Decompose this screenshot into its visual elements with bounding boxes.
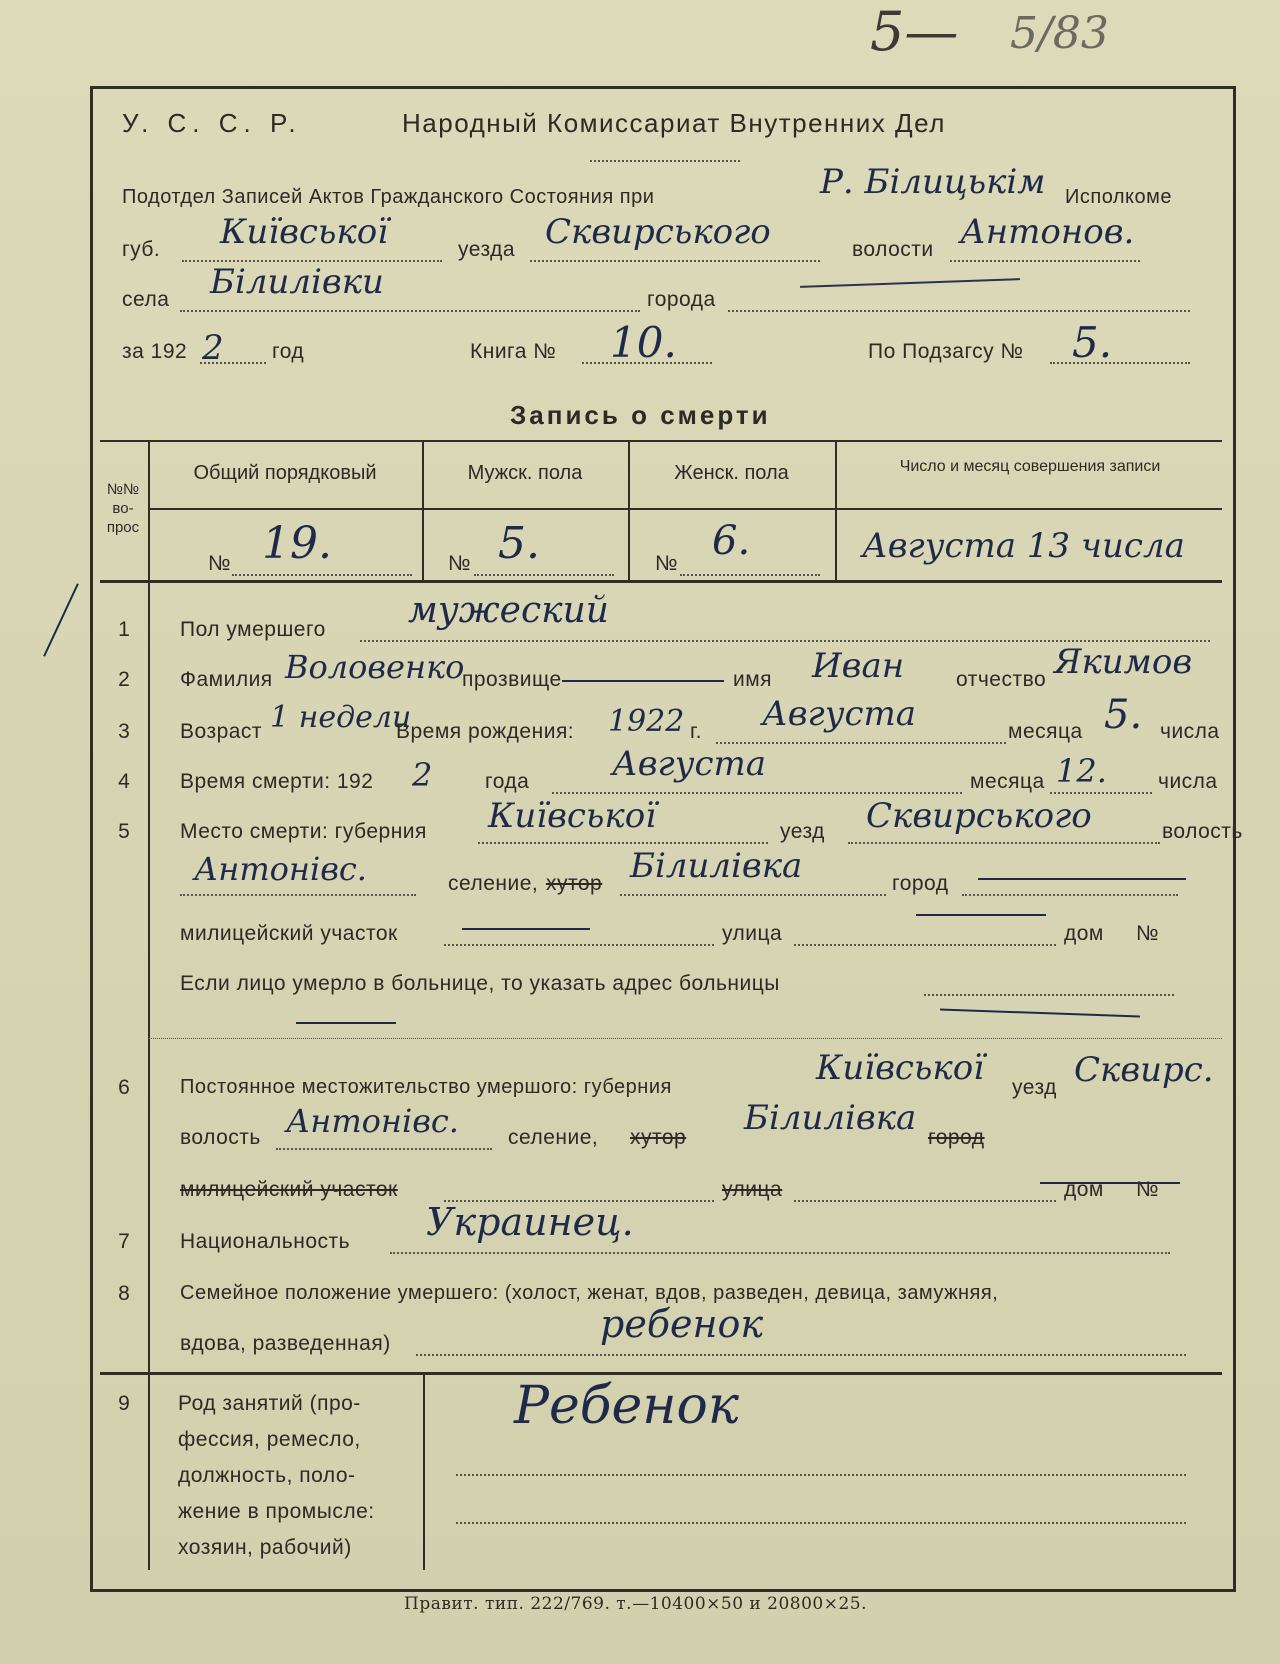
- q6-volost-value: Антонівс.: [286, 1102, 459, 1140]
- q2-patronymic-value: Якимов: [1054, 642, 1193, 682]
- q8-value: ребенок: [600, 1302, 764, 1346]
- q4-year-digit: 2: [412, 756, 433, 794]
- q9-number: 9: [118, 1392, 130, 1415]
- table-header-divider: [148, 508, 1222, 510]
- q2-nickname-label: прозвище: [462, 668, 562, 691]
- q5-uezd-line: [848, 842, 1160, 844]
- q3-month-label: месяца: [1008, 720, 1083, 743]
- q6-gub-value: Київської: [816, 1048, 985, 1088]
- q5-khutor-label: хутор: [546, 872, 603, 895]
- q5-hospital-line: [924, 994, 1174, 996]
- subdept-suffix: Исполкоме: [1065, 186, 1173, 208]
- q3-year-abbr: г.: [690, 720, 702, 743]
- selo-label: села: [122, 288, 170, 311]
- no-label-1: №: [208, 552, 232, 575]
- q9-label-line: фессия, ремесло,: [178, 1428, 361, 1451]
- subreg-line: [1050, 362, 1190, 364]
- q7-label: Национальность: [180, 1230, 351, 1253]
- q5-street-label: улица: [722, 922, 783, 945]
- q2-number: 2: [118, 668, 130, 691]
- col-header-date: Число и месяц совершения записи: [899, 458, 1161, 475]
- corner-mark-right: 5/83: [1010, 8, 1109, 59]
- q6-no-label: №: [1136, 1178, 1160, 1201]
- q6-uezd-label: уезд: [1012, 1076, 1057, 1099]
- q8-label-2: вдова, разведенная): [180, 1332, 391, 1355]
- q3-number: 3: [118, 720, 130, 743]
- subreg-value: 5.: [1072, 318, 1113, 367]
- q6-number: 6: [118, 1076, 130, 1099]
- q6-village-value: Білилівка: [744, 1098, 917, 1138]
- q6-city-label: город: [928, 1126, 985, 1149]
- q4-day-line: [1050, 792, 1152, 794]
- uezd-line: [530, 260, 820, 262]
- q5-city-line: [962, 894, 1178, 896]
- q3-age-value: 1 недели: [270, 700, 412, 735]
- subdept-prefix: Подотдел Записей Актов Гражданского Состояния при: [122, 186, 655, 208]
- q6-volost-label: волость: [180, 1126, 261, 1149]
- q6-house-label: дом: [1064, 1178, 1104, 1201]
- q7-line: [390, 1252, 1170, 1254]
- total-value: 19.: [262, 518, 332, 569]
- q8-line: [416, 1354, 1186, 1356]
- q6-street-line: [794, 1200, 1056, 1202]
- male-line: [474, 574, 614, 576]
- q5-village-label: селение,: [448, 872, 539, 895]
- col-divider-1: [422, 440, 424, 580]
- q5-street-dash: [916, 914, 1046, 916]
- q5-hospital-label: Если лицо умерло в больнице, то указать адрес больницы: [180, 972, 780, 995]
- subreg-label: По Подзагсу №: [868, 340, 1024, 363]
- book-label: Книга №: [470, 340, 557, 363]
- q4-day-label: числа: [1158, 770, 1218, 793]
- q7-value: Украинец.: [426, 1200, 634, 1244]
- q9-line-2: [456, 1522, 1186, 1524]
- selo-value: Білилівки: [210, 262, 384, 302]
- gorod-line: [728, 310, 1190, 312]
- q5-volost-line: [180, 894, 416, 896]
- record-title: Запись о смерти: [510, 400, 771, 430]
- section-divider: [148, 1038, 1222, 1039]
- q3-day-label: числа: [1160, 720, 1220, 743]
- col-header-female: Женск. пола: [674, 462, 789, 484]
- q2-surname-value: Воловенко: [285, 648, 465, 686]
- q9-value: Ребенок: [514, 1376, 739, 1436]
- col-header-total: Общий порядковый: [193, 462, 377, 484]
- q5-volost-label: волость: [1162, 820, 1243, 843]
- q5-hospital-dash-1: [296, 1022, 396, 1024]
- q5-village-line: [620, 894, 886, 896]
- no-label-3: №: [655, 552, 679, 575]
- no-label-2: №: [448, 552, 472, 575]
- uezd-value: Сквирського: [545, 212, 771, 252]
- q5-uezd-value: Сквирського: [866, 796, 1092, 836]
- volost-line: [950, 260, 1140, 262]
- q9-label-line: должность, поло-: [178, 1464, 356, 1487]
- printer-footer: Правит. тип. 222/769. т.—10400×50 и 20800×25.: [404, 1594, 868, 1614]
- margin-stroke: [43, 583, 79, 656]
- q6-village-label: селение,: [508, 1126, 599, 1149]
- q3-birth-label: Время рождения:: [396, 720, 575, 743]
- q5-gub-value: Київської: [488, 796, 657, 836]
- male-value: 5.: [498, 518, 540, 569]
- q8-label: Семейное положение умершего: (холост, женат, вдов, разведен, девица, замужняя,: [180, 1282, 999, 1304]
- gorod-label: города: [647, 288, 716, 311]
- q5-city-label: город: [892, 872, 949, 895]
- q5-volost-value: Антонівс.: [194, 850, 367, 888]
- q5-uezd-label: уезд: [780, 820, 825, 843]
- gub-value: Київської: [220, 212, 389, 252]
- volost-label: волости: [852, 238, 934, 261]
- q9-top-border: [100, 1372, 1222, 1375]
- q3-birth-day: 5.: [1104, 692, 1143, 738]
- q6-khutor-label: хутор: [630, 1126, 687, 1149]
- female-value: 6.: [712, 518, 751, 564]
- commissariat-title: Народный Комиссариат Внутренних Дел: [402, 108, 946, 138]
- volost-value: Антонов.: [960, 212, 1135, 252]
- q6-uezd-value: Сквирс.: [1074, 1050, 1214, 1090]
- q4-month-label: месяца: [970, 770, 1045, 793]
- q6-militia-label: милицейский участок: [180, 1178, 398, 1201]
- republic-label: У. С. С. Р.: [122, 108, 302, 138]
- q1-value: мужеский: [408, 590, 609, 631]
- q5-house-label: дом: [1064, 922, 1104, 945]
- q2-nickname-dash: [562, 680, 724, 682]
- q2-name-value: Иван: [812, 646, 905, 686]
- q4-day-value: 12.: [1056, 752, 1107, 790]
- year-line: [200, 362, 266, 364]
- book-value: 10.: [610, 318, 677, 367]
- q2-surname-label: Фамилия: [180, 668, 273, 691]
- q1-label: Пол умершего: [180, 618, 326, 641]
- q5-militia-dash: [462, 928, 590, 930]
- year-label-prefix: за 192: [122, 340, 188, 363]
- q5-number: 5: [118, 820, 130, 843]
- q5-place-label: Место смерти: губерния: [180, 820, 427, 843]
- q6-volost-line: [276, 1148, 492, 1150]
- corner-mark-left: 5—: [870, 0, 959, 63]
- record-date-value: Августа 13 числа: [862, 526, 1185, 566]
- q9-line-1: [456, 1474, 1186, 1476]
- q5-militia-line: [444, 944, 714, 946]
- year-label-suffix: год: [272, 340, 305, 363]
- col-divider-3: [835, 440, 837, 580]
- q4-year-label: года: [485, 770, 530, 793]
- q9-label-line: жение в промысле:: [178, 1500, 375, 1523]
- female-line: [680, 574, 820, 576]
- q5-militia-label: милицейский участок: [180, 922, 398, 945]
- q2-name-label: имя: [733, 668, 773, 691]
- q9-column-divider: [423, 1372, 425, 1570]
- selo-line: [180, 310, 640, 312]
- q5-street-line: [794, 944, 1056, 946]
- number-column-divider: [148, 440, 150, 1570]
- q6-street-label: улица: [722, 1178, 783, 1201]
- total-line: [232, 574, 412, 576]
- q2-patronymic-label: отчество: [956, 668, 1047, 691]
- q9-label-line: хозяин, рабочий): [178, 1536, 352, 1559]
- year-value: 2: [202, 328, 224, 368]
- q5-village-value: Білилівка: [630, 846, 803, 886]
- q4-month-value: Августа: [612, 744, 766, 784]
- q3-birth-year: 1922: [608, 704, 685, 739]
- q3-age-label: Возраст: [180, 720, 263, 743]
- q4-number: 4: [118, 770, 130, 793]
- q9-label-line: Род занятий (про-: [178, 1392, 361, 1415]
- q6-residence-label: Постоянное местожительство умершого: губерния: [180, 1076, 672, 1098]
- q1-number: 1: [118, 618, 130, 641]
- q4-label: Время смерти: 192: [180, 770, 374, 793]
- uezd-label: уезда: [458, 238, 516, 261]
- q5-no-label: №: [1136, 922, 1160, 945]
- q7-number: 7: [118, 1230, 130, 1253]
- q8-number: 8: [118, 1282, 130, 1305]
- question-label: №№ во- прос: [106, 481, 140, 536]
- q5-gub-line: [478, 842, 768, 844]
- subdept-value: Р. Білицькім: [820, 162, 1046, 202]
- q5-city-dash: [978, 878, 1186, 880]
- divider: [590, 160, 740, 162]
- gub-label: губ.: [122, 238, 161, 261]
- table-header-bottom: [100, 580, 1222, 583]
- col-divider-2: [628, 440, 630, 580]
- q3-birth-month: Августа: [762, 694, 916, 734]
- col-header-male: Мужск. пола: [467, 462, 583, 484]
- table-top-border: [100, 440, 1222, 442]
- q4-month-line: [552, 792, 962, 794]
